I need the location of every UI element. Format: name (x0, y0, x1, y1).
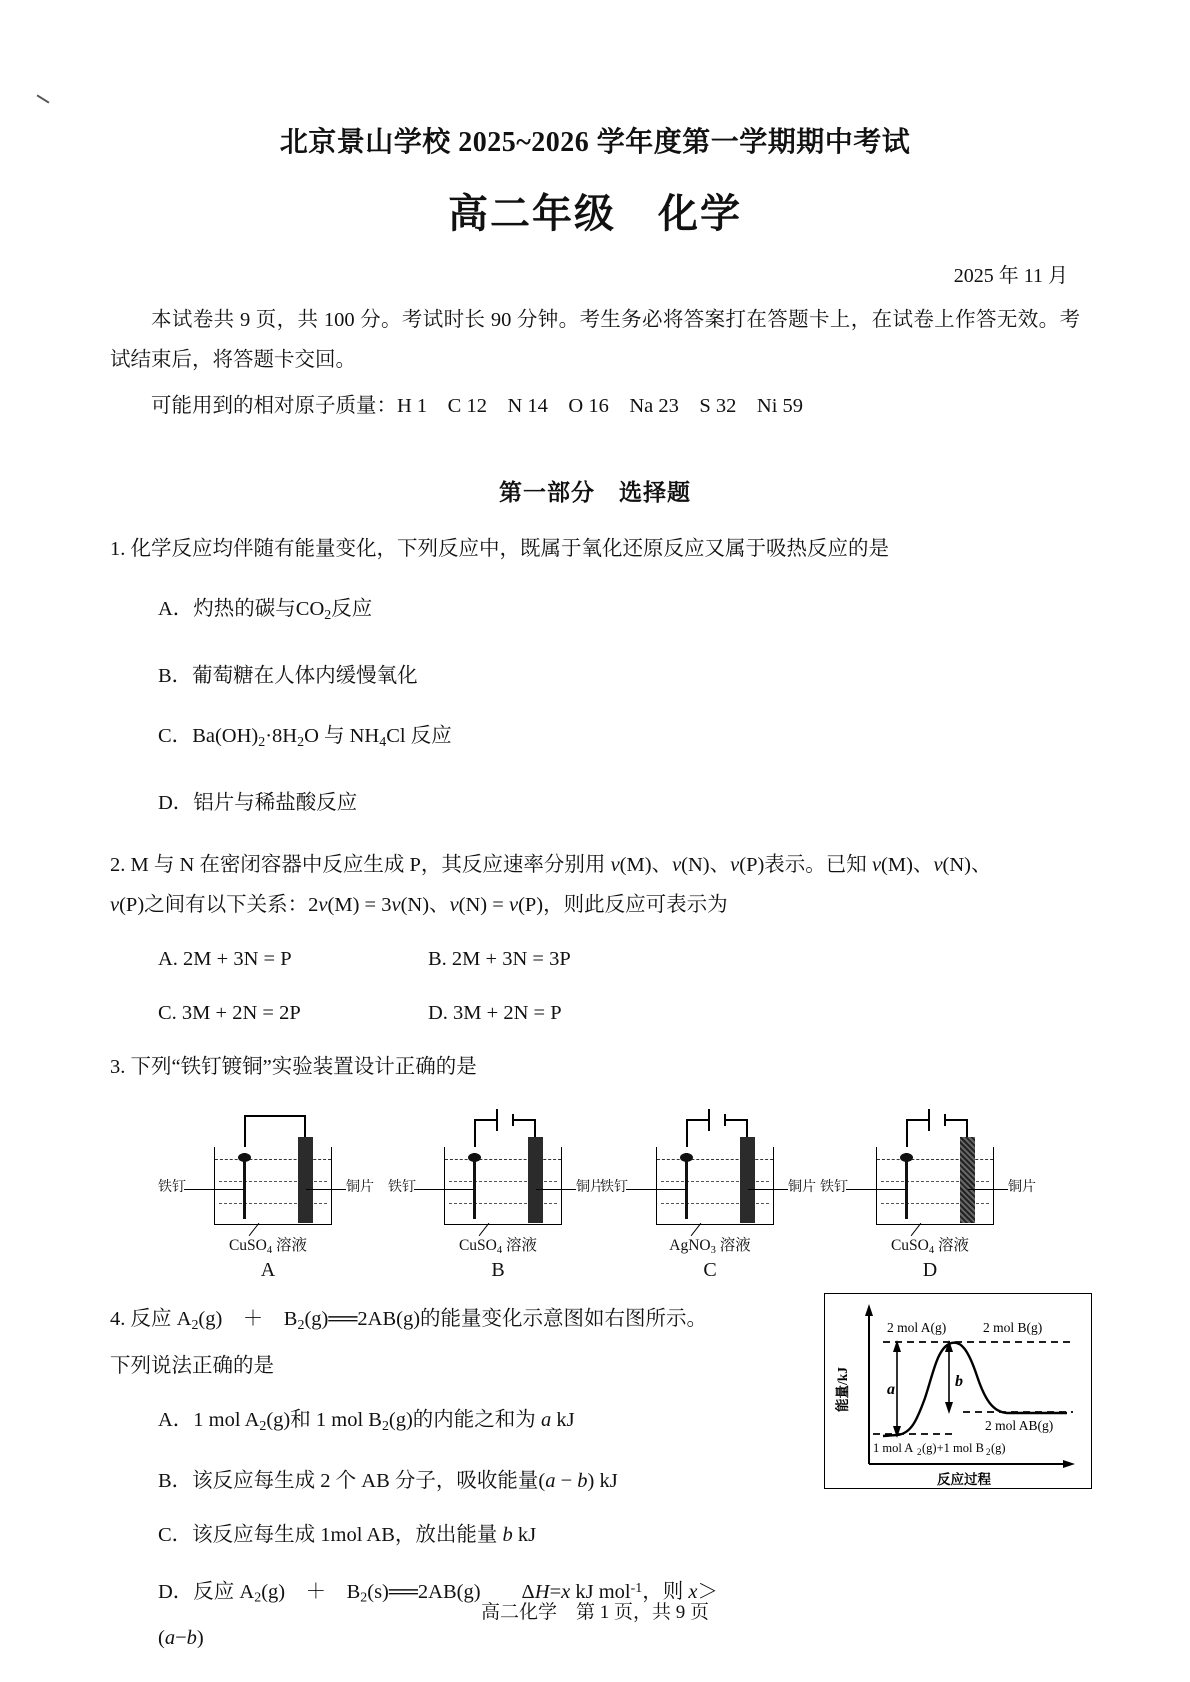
lead-right-c (748, 1189, 788, 1190)
beaker-d (876, 1147, 994, 1225)
sol-c-p0: AgNO (669, 1236, 711, 1254)
page-footer: 高二化学 第 1 页，共 9 页 (480, 1602, 709, 1623)
question-3-stem: 3. 下列“铁钉镀铜”实验装置设计正确的是 (110, 1055, 477, 1078)
q1-opt-a-post: 反应 (331, 598, 373, 620)
annotation-2mol-ABg: 2 mol AB(g) (985, 1417, 1054, 1433)
solution-label-b (378, 1233, 618, 1256)
sol-b-p0: CuSO (458, 1236, 497, 1254)
subject-title: 高二年级 化学 (448, 191, 742, 236)
iron-nail-d (905, 1153, 908, 1219)
question-4-option-d: D．反应 $A_2(g)$ ＋ $B_2(s)══2AB(g)$ ΔH=x kJ mol$^{-1}$，则 x＞(a−b) (158, 1580, 718, 1650)
annotation-reactants-3: (g) (991, 1440, 1006, 1455)
sol-d-p0: CuSO (890, 1236, 929, 1254)
page-content (110, 96, 1080, 1658)
solution-label-a (148, 1233, 388, 1256)
lead-right-d (968, 1189, 1008, 1190)
lead-right-a (306, 1189, 346, 1190)
question-1-option-d: D．铝片与稀盐酸反应 (158, 791, 358, 814)
atomic-mass-line: 可能用到的相对原子质量：H 1 C 12 N 14 O 16 Na 23 S 32 Ni 59 (151, 395, 804, 417)
x-axis-label: 反应过程 (937, 1471, 991, 1487)
sol-d-p2: 溶液 (934, 1236, 970, 1254)
lead-left-c (626, 1189, 686, 1190)
question-4-stem-line-2: 下列说法正确的是 (110, 1354, 274, 1377)
scan-artifact (37, 94, 50, 103)
energy-diagram (824, 1293, 1092, 1489)
q1-opt-c-p3: ·8H (265, 724, 298, 747)
question-4-stem-line-1: 4. 反应 $A_2(g)$ ＋ $B_2(g)══2AB(g)$的能量变化示意图如右图所示。 (110, 1307, 708, 1333)
wire-top-right-d (946, 1119, 968, 1121)
liquid-level-d (877, 1159, 993, 1160)
q1-opt-c-p4: 2 (297, 734, 305, 750)
beaker-a (214, 1147, 332, 1225)
label-iron-nail-a: 铁钉 (158, 1179, 186, 1195)
q1-opt-c-p7: Cl 反应 (386, 724, 452, 747)
wire-left-a (244, 1115, 246, 1149)
sol-d-p1: 4 (928, 1244, 935, 1256)
label-copper-plate-d: 铜片 (1008, 1179, 1036, 1195)
sol-c-p1: 3 (710, 1244, 716, 1256)
electroplating-cell-c (590, 1103, 830, 1281)
iron-nail-head-c (680, 1153, 693, 1162)
annotation-reactants-2: (g)+1 mol B (922, 1440, 984, 1455)
iron-nail-head-b (468, 1153, 481, 1162)
iron-nail-c (685, 1153, 688, 1219)
cell-letter-d: D (922, 1258, 938, 1281)
label-iron-nail-c: 铁钉 (600, 1179, 628, 1195)
battery-long-plate-c (708, 1109, 710, 1131)
part-one-title: 第一部分 选择题 (499, 480, 691, 505)
question-2-option-b: B. 2M + 3N = 3P (428, 947, 571, 970)
sol-a-p1: 4 (266, 1244, 273, 1256)
electroplating-cell-d (810, 1103, 1050, 1281)
question-2-stem-line-1: 2. M 与 N 在密闭容器中反应生成 P，其反应速率分别用 v(M)、v(N)、v(P)表示。已知 v(M)、v(N)、 (110, 853, 992, 876)
question-1-option-c (158, 716, 1080, 763)
instructions-line-1: 本试卷共 9 页，共 100 分。考试时长 90 分钟。考生务必将答案打在答题卡上，在试卷上作答无效。考试结束后，将答题卡交回。 (110, 309, 1080, 371)
question-1-stem: 1. 化学反应均伴随有能量变化，下列反应中，既属于氧化还原反应又属于吸热反应的是 (110, 538, 889, 560)
question-2-option-d: D. 3M + 2N = P (428, 1001, 562, 1024)
sol-b-p2: 溶液 (502, 1236, 538, 1254)
exam-date: 2025 年 11 月 (953, 265, 1068, 287)
q1-opt-a-pre: A．灼热的碳与CO (158, 598, 325, 620)
solution-label-c (590, 1233, 830, 1256)
annotation-reactants-sub1: 2 (917, 1446, 922, 1457)
question-2-stem-line-2: v(P)之间有以下关系：2v(M) = 3v(N)、v(N) = v(P)，则此反应可表示为 (110, 893, 728, 916)
wire-top-a (244, 1115, 306, 1117)
page-title: 北京景山学校 2025~2026 学年度第一学期期中考试 (279, 127, 911, 158)
question-1-option-a (158, 589, 1080, 636)
question-1-option-b: B．葡萄糖在人体内缓慢氧化 (158, 664, 418, 687)
wire-left-b (474, 1119, 476, 1149)
q1-opt-c-p5: O 与 NH (304, 724, 380, 747)
question-2-options-row-2 (158, 993, 1080, 1033)
label-copper-plate-c: 铜片 (788, 1179, 816, 1195)
question-3-diagrams (110, 1103, 1080, 1283)
beaker-c (656, 1147, 774, 1225)
sol-a-p2: 溶液 (272, 1236, 308, 1254)
q1-opt-c-p0: C． (158, 724, 193, 747)
label-iron-nail-b: 铁钉 (388, 1179, 416, 1195)
wire-top-left-b (474, 1119, 496, 1121)
q1-opt-c-p1: Ba(OH) (192, 724, 259, 747)
wire-left-c (686, 1119, 688, 1149)
lead-left-a (184, 1189, 244, 1190)
sol-a-p0: CuSO (228, 1236, 267, 1254)
battery-short-plate-d (944, 1114, 946, 1126)
iron-nail-b (473, 1153, 476, 1219)
q1-opt-c-p2: 2 (258, 734, 266, 750)
wire-left-d (906, 1119, 908, 1149)
liquid-level-c (657, 1159, 773, 1160)
question-4-option-a: A．1 mol $A_2(g)$和 1 mol $B_2(g)$的内能之和为 a kJ (158, 1408, 575, 1434)
wire-right-b (534, 1119, 536, 1137)
iron-nail-head-a (238, 1153, 251, 1162)
cell-letter-c: C (703, 1258, 717, 1281)
liquid-level-a (215, 1159, 331, 1160)
iron-nail-head-d (900, 1153, 913, 1162)
q1-opt-a-sub: 2 (324, 607, 332, 623)
liquid-level-b (445, 1159, 561, 1160)
wire-top-right-b (514, 1119, 536, 1121)
cell-letter-a: A (260, 1258, 276, 1281)
lead-left-b (414, 1189, 474, 1190)
question-4-option-b: B．该反应每生成 2 个 AB 分子，吸收能量(a − b) kJ (158, 1469, 618, 1492)
copper-plate-a (298, 1137, 313, 1223)
label-iron-nail-d: 铁钉 (820, 1179, 848, 1195)
label-copper-plate-b: 铜片 (576, 1179, 604, 1195)
y-axis-label: 能量/kJ (835, 1366, 850, 1412)
copper-plate-d (960, 1137, 975, 1223)
electroplating-cell-a (148, 1103, 388, 1281)
q1-opt-c-p6: 4 (379, 734, 387, 750)
sol-c-p2: 溶液 (715, 1236, 751, 1254)
question-4-option-c: C．该反应每生成 1mol AB，放出能量 b kJ (158, 1523, 537, 1546)
question-2-option-a: A. 2M + 3N = P (158, 947, 292, 970)
sol-b-p1: 4 (496, 1244, 503, 1256)
wire-right-d (966, 1119, 968, 1137)
arrow-label-a: a (887, 1380, 895, 1398)
battery-short-plate-b (512, 1114, 514, 1126)
copper-plate-b (528, 1137, 543, 1223)
question-2-option-c: C. 3M + 2N = 2P (158, 1001, 301, 1024)
beaker-b (444, 1147, 562, 1225)
lead-left-d (846, 1189, 906, 1190)
solution-label-d (810, 1233, 1050, 1256)
battery-long-plate-b (496, 1109, 498, 1131)
annotation-2mol-Bg: 2 mol B(g) (983, 1319, 1043, 1335)
wire-top-left-c (686, 1119, 708, 1121)
arrow-label-b: b (955, 1372, 963, 1390)
wire-right-c (746, 1119, 748, 1137)
cell-letter-b: B (491, 1258, 505, 1281)
wire-right-a (304, 1115, 306, 1137)
annotation-reactants-sub2: 2 (986, 1446, 991, 1457)
battery-long-plate-d (928, 1109, 930, 1131)
question-2-options-row-1 (158, 939, 1080, 979)
copper-plate-c (740, 1137, 755, 1223)
annotation-reactants: 1 mol A (873, 1440, 914, 1455)
wire-top-left-d (906, 1119, 928, 1121)
annotation-2mol-Ag: 2 mol A(g) (887, 1319, 947, 1335)
iron-nail-a (243, 1153, 246, 1219)
electroplating-cell-b (378, 1103, 618, 1281)
label-copper-plate-a: 铜片 (346, 1179, 374, 1195)
lead-right-b (536, 1189, 576, 1190)
energy-diagram-svg (825, 1294, 1091, 1488)
wire-top-right-c (726, 1119, 748, 1121)
battery-short-plate-c (724, 1114, 726, 1126)
